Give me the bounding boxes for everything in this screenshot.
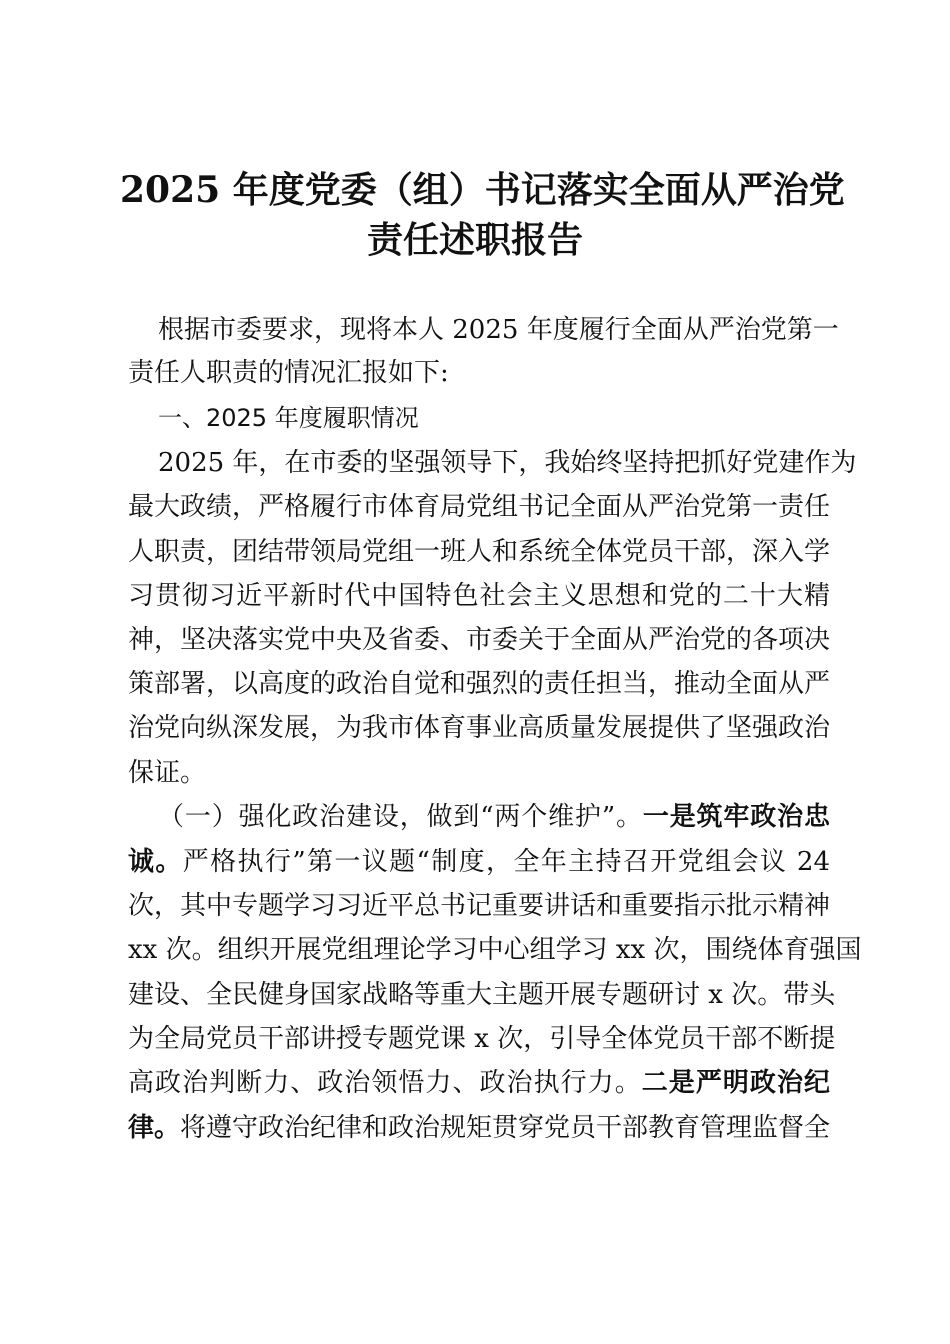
- body-line: 次，其中专题学习习近平总书记重要讲话和重要指示批示精神: [128, 891, 831, 921]
- sub-section-1-line-7: [128, 1066, 830, 1100]
- body-line: 神，坚决落实党中央及省委、市委关于全面从严治党的各项决: [128, 625, 831, 655]
- body-text: 高政治判断力、政治领悟力、政治执行力。: [128, 1068, 642, 1098]
- body-line: 人职责，团结带领局党组一班人和系统全体党员干部，深入学: [128, 537, 831, 567]
- body-line: 为全局党员干部讲授专题党课 x 次，引导全体党员干部不断提: [128, 1024, 836, 1054]
- bold-lead-2: 二是严明政治纪: [641, 1068, 830, 1098]
- sub-section-1-line-8: [128, 1111, 830, 1145]
- section-1-heading: 一、2025 年度履职情况: [158, 404, 419, 432]
- sub-section-1-heading: （一）强化政治建设，做到“两个维护”。: [158, 802, 643, 832]
- document-title-line-2: 责任述职报告: [366, 219, 583, 261]
- sub-section-1-line-1: [158, 800, 830, 834]
- intro-line-1: 根据市委要求，现将本人 2025 年度履行全面从严治党第一: [158, 315, 839, 345]
- body-line: 习贯彻习近平新时代中国特色社会主义思想和党的二十大精: [128, 581, 830, 611]
- bold-lead-2-end: 律。: [128, 1113, 181, 1143]
- sub-section-1-line-2: [128, 845, 830, 879]
- intro-line-2: 责任人职责的情况汇报如下:: [128, 358, 449, 388]
- body-text: 将遵守政治纪律和政治规矩贯穿党员干部教育管理监督全: [180, 1113, 831, 1143]
- body-line: 治党向纵深发展，为我市体育事业高质量发展提供了坚强政治: [128, 713, 831, 743]
- body-text: 严格执行”第一议题“制度，全年主持召开党组会议 24: [182, 847, 830, 877]
- bold-lead-1-end: 诚。: [128, 847, 183, 877]
- document-title-line-1: 2025 年度党委（组）书记落实全面从严治党: [120, 169, 845, 211]
- body-line: 策部署，以高度的政治自觉和强烈的责任担当，推动全面从严: [128, 669, 831, 699]
- body-line: 建设、全民健身国家战略等重大主题开展专题研讨 x 次。带头: [128, 980, 836, 1010]
- body-line: xx 次。组织开展党组理论学习中心组学习 xx 次，围绕体育强国: [128, 935, 862, 965]
- body-line: 保证。: [128, 758, 207, 788]
- bold-lead-1: 一是筑牢政治忠: [642, 802, 830, 832]
- body-line: 最大政绩，严格履行市体育局党组书记全面从严治党第一责任: [128, 492, 831, 522]
- body-line: 2025 年，在市委的坚强领导下，我始终坚持把抓好党建作为: [158, 448, 857, 478]
